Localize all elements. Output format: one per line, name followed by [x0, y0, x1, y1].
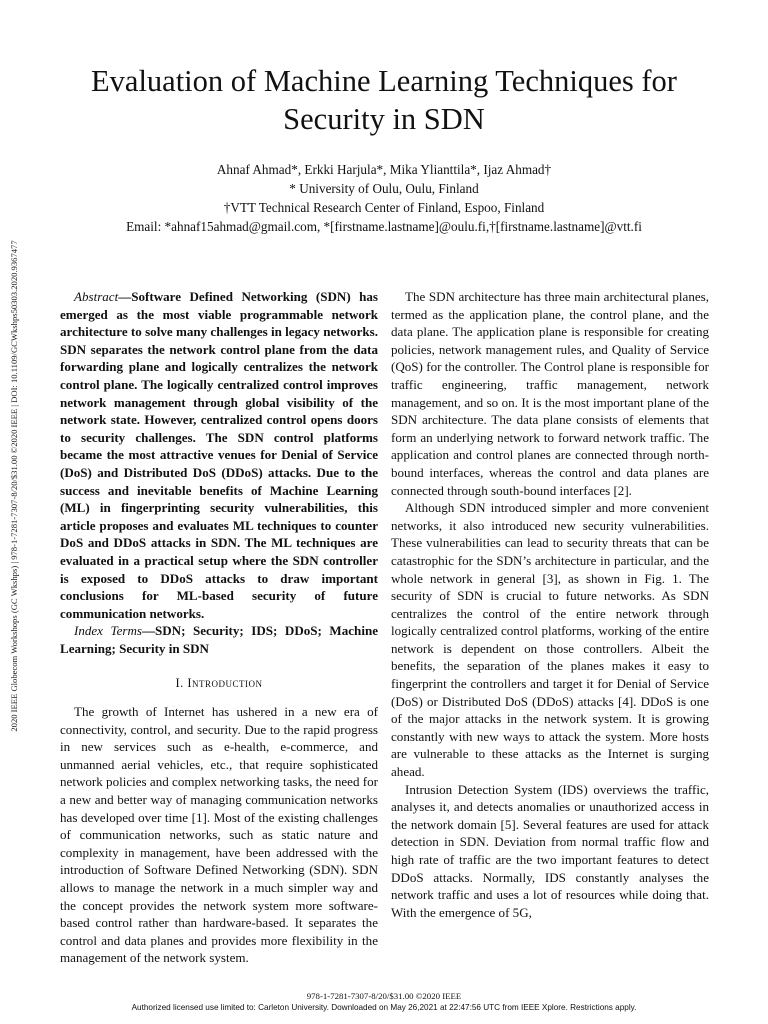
doi-sidebar — [4, 216, 24, 756]
paper-title — [40, 62, 728, 138]
section-heading-introduction: I. Introduction — [175, 676, 263, 691]
right-paragraph-3: Intrusion Detection System (IDS) overviews the traffic, analyses it, and detects anomalies or unauthorized access in the network domain [5]. Several features are used for attack detection in SDN. Deviation from normal traffic flow and high rate of traffic are the two important features to detect DDoS attacks. Normally, IDS constantly analyses the network traffic and uses a lot of resources while doing that. With the emergence of 5G, — [391, 781, 709, 920]
affiliation-oulu: * University of Oulu, Oulu, Finland — [289, 181, 479, 196]
right-column — [391, 288, 709, 921]
title-line-2: Security in SDN — [283, 102, 485, 136]
right-paragraph-1: The SDN architecture has three main architectural planes, termed as the application plane, the control plane, and the data plane. The application plane is responsible for creating policies, network management rules, and Quality of Service (QoS) for the controller. The Control plane is responsible for traffic engineering, traffic management, network management, and so on. It is the most important plane of the SDN architecture. The data plane consists of elements that form an underlying network to forward network traffic. The application and control planes are connected through north-bound interfaces, whereas the control and data planes are connected through south-bound interfaces [2]. — [391, 289, 709, 498]
index-terms — [60, 622, 378, 657]
abstract — [60, 288, 378, 622]
index-terms-lead: Index Terms — [74, 623, 142, 639]
page-footer — [0, 990, 768, 1014]
author-emails: Email: *ahnaf15ahmad@gmail.com, *[firstname.lastname]@oulu.fi,†[firstname.lastname]@vtt.fi — [126, 219, 642, 234]
author-block — [40, 160, 728, 236]
footer-copyright: 978-1-7281-7307-8/20/$31.00 ©2020 IEEE — [306, 991, 462, 1001]
abstract-text: —Software Defined Networking (SDN) has emerged as the most viable programmable network architecture to solve many challenges in legacy networks. SDN separates the network control plane from the data forwarding plane and logically centralizes the network control plane. The logically centralized control improves network management through global visibility of the network state. However, centralized control opens doors to security challenges. The SDN control platforms became the most attractive venues for Denial of Service (DoS) and Distributed DoS (DDoS) attacks. Due to the success and inevitable benefits of Machine Learning (ML) in fingerprinting security vulnerabilities, this article proposes and evaluates ML techniques to counter DoS and DDoS attacks in SDN. The ML techniques are evaluated in a practical setup where the SDN controller is exposed to DDoS attacks to draw important conclusions for ML-based security of future communication networks. — [60, 289, 378, 621]
abstract-lead: Abstract — [74, 289, 119, 304]
doi-sidebar-text: 2020 IEEE Globecom Workshops (GC Wkshps) | 978-1-7281-7307-8/20/$31.00 ©2020 IEEE | DOI: 10.1109/GCWkshps50303.2020.9367477 — [9, 240, 19, 732]
title-line-1: Evaluation of Machine Learning Techniques for — [91, 64, 677, 98]
intro-paragraph-1: The growth of Internet has ushered in a new era of connectivity, control, and security. Due to the rapid progress in new services such as e-health, e-commerce, and unmanned aerial vehicles, etc., that require sophisticated network policies and complex networking tasks, the need for a new and better way of managing communication networks has developed over time [1]. Most of the existing challenges of communication networks, such as static nature and complexity in management, have been addressed with the introduction of Software Defined Networking (SDN). SDN allows to manage the network in a much simpler way and the concept provides the network system more software-based control rather than hardware-based. It separates the control and data planes and provides more flexibility in the management of the network system. — [60, 704, 378, 966]
right-paragraph-2: Although SDN introduced simpler and more convenient networks, it also introduced new security vulnerabilities. These vulnerabilities can lead to security threats that can be catastrophic for the SDN’s architecture in particular, and the whole network in general [3], as shown in Fig. 1. The security of SDN is crucial to future networks. As SDN centralizes the control of the entire network through logically centralized control platforms, working of the entire network is dependent on those controllers. Albeit the benefits, the separation of the planes makes it easy to fingerprint the controllers and target it for Denial of Service (DoS) or Distributed DoS (DDoS) attacks [4]. DDoS is one of the major attacks in the network system. It is growing constantly with new ways to attack the system. More hosts are vulnerable to these attacks as the Internet is surging ahead. — [391, 500, 709, 780]
affiliation-vtt: †VTT Technical Research Center of Finland, Espoo, Finland — [223, 200, 545, 215]
left-column — [60, 288, 378, 967]
author-names: Ahnaf Ahmad*, Erkki Harjula*, Mika Ylianttila*, Ijaz Ahmad† — [216, 162, 552, 177]
index-terms-text: —SDN; Security; IDS; DDoS; Machine Learning; Security in SDN — [60, 623, 378, 656]
footer-license: Authorized licensed use limited to: Carleton University. Downloaded on May 26,2021 at 22:47:56 UTC from IEEE Xplore. Restrictions apply. — [131, 1003, 637, 1012]
